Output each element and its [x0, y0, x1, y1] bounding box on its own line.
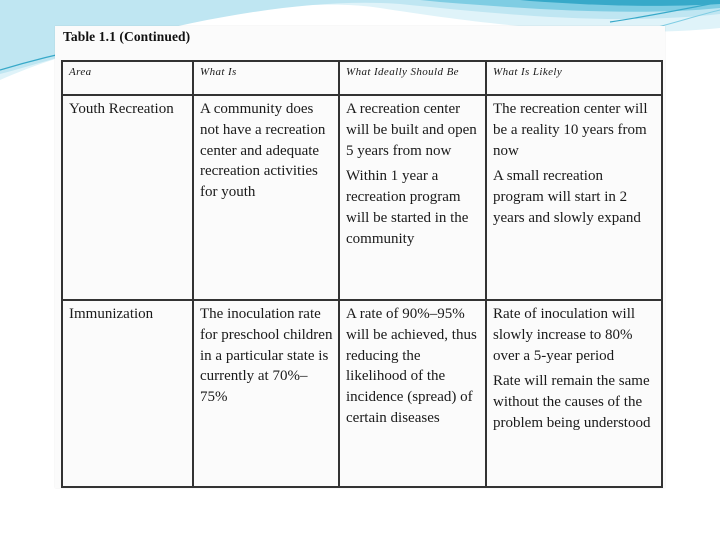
cell-paragraph: Rate of inoculation will slowly increase to 80% over a 5-year period: [493, 306, 636, 364]
cell-likely: [486, 300, 662, 487]
cell-paragraph: The recreation center will be a reality 10 years from now: [493, 101, 648, 159]
cell-likely: [486, 95, 662, 300]
cell-what-is: The inoculation rate for preschool children in a particular state is currently at 70%–75%: [193, 300, 339, 487]
header-area: Area: [62, 61, 193, 95]
cell-paragraph: A small recreation program will start in 2 years and slowly expand: [493, 168, 641, 226]
cell-paragraph: A recreation center will be built and open 5 years from now: [346, 101, 477, 159]
table-row: [62, 95, 662, 300]
header-what-is: What Is: [193, 61, 339, 95]
header-what-ideally-should-be: What Ideally Should Be: [339, 61, 486, 95]
cell-paragraph: A rate of 90%–95% will be achieved, thus reducing the likelihood of the incidence (spread) of certain diseases: [346, 306, 477, 426]
cell-ideally: [339, 95, 486, 300]
scanned-table-image: [55, 26, 665, 488]
table-row: [62, 300, 662, 487]
cell-paragraph: Within 1 year a recreation program will be started in the community: [346, 168, 469, 247]
table-caption: Table 1.1 (Continued): [63, 29, 191, 44]
cell-paragraph: Rate will remain the same without the causes of the problem being understood: [493, 373, 651, 431]
header-what-is-likely: What Is Likely: [486, 61, 662, 95]
cell-area: Youth Recreation: [62, 95, 193, 300]
goals-table: [61, 60, 663, 488]
cell-area: Immunization: [62, 300, 193, 487]
cell-what-is: A community does not have a recreation center and adequate recreation activities for youth: [193, 95, 339, 300]
cell-ideally: [339, 300, 486, 487]
table-header-row: [62, 61, 662, 95]
